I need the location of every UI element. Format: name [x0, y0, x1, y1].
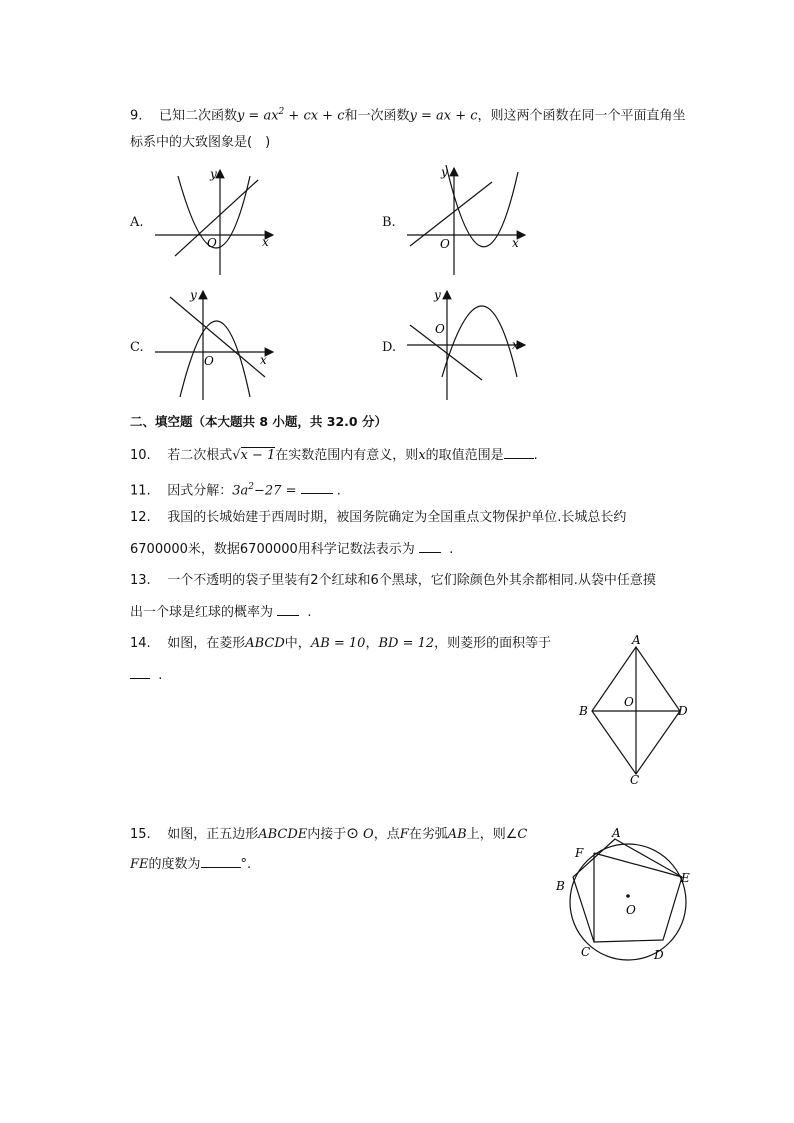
q15-fe: FE — [130, 857, 149, 872]
section-title-a: 二、填空题（本大题共 — [130, 414, 260, 429]
vertex-e-label: E — [681, 871, 690, 885]
q9-line-1 — [130, 103, 686, 125]
point-f-label: F — [575, 846, 584, 860]
q9-text-2: 和一次函数 — [344, 108, 410, 124]
q15-end: °. — [240, 857, 252, 872]
q10-text-b: 在实数范围内有意义，则 — [275, 448, 419, 463]
q9-linear: y = ax + c — [409, 108, 478, 124]
q14-text-a: 如图，在菱形 — [167, 636, 246, 651]
option-d-graph — [402, 285, 532, 405]
q15-line-1 — [130, 824, 527, 844]
q13-line-2 — [130, 603, 312, 622]
q12-line-2 — [130, 540, 453, 559]
pentagon — [573, 839, 682, 942]
q15-c: C — [517, 827, 528, 842]
vertex-c-label: C — [581, 945, 591, 959]
q15-text-d: ，点 — [373, 827, 400, 842]
q9-exponent: 2 — [278, 107, 285, 117]
q13-answer-blank[interactable] — [277, 603, 299, 616]
q10-end: . — [533, 448, 538, 463]
q12-line-1 — [130, 509, 626, 527]
vertex-c-label: C — [630, 773, 640, 787]
y-label: y — [441, 165, 448, 179]
vertex-d-label: D — [678, 704, 688, 718]
q14-comma: ， — [365, 636, 379, 651]
q11-expr-b: −27 = — [254, 483, 297, 499]
q9-text-3: ，则这两个函数在同一个平面直角坐 — [477, 108, 686, 124]
q15-pentagon-figure — [548, 822, 698, 967]
q15-answer-blank[interactable] — [201, 855, 241, 868]
circle-o — [570, 844, 686, 960]
q13-end: . — [307, 605, 312, 620]
option-a-label: A. — [130, 215, 144, 230]
parabola — [180, 321, 250, 397]
q14-ab: AB = 10 — [310, 636, 366, 651]
q10-var: x — [418, 448, 426, 463]
vertex-b-label: B — [556, 879, 565, 893]
section-title-count: 8 — [259, 414, 269, 429]
q9-line-2: 标系中的大致图象是( ) — [130, 135, 271, 150]
q13-text-1: 一个不透明的袋子里装有2个红球和6个黑球，它们除颜色外其余都相同.从袋中任意摸 — [167, 573, 656, 588]
q15-text-a: 如图，正五边形 — [167, 827, 259, 842]
q13-text-2: 出一个球是红球的概率为 — [130, 605, 274, 620]
q11-answer-blank[interactable] — [301, 481, 333, 494]
q13-number: 13. — [130, 573, 151, 588]
q15-text-b: 的度数为 — [148, 857, 201, 872]
q14-end: . — [158, 668, 163, 683]
q9-text: 已知二次函数 — [158, 108, 237, 124]
center-o-label: O — [626, 903, 636, 917]
y-label: y — [434, 288, 441, 302]
q15-number: 15. — [130, 827, 151, 842]
x-label: x — [512, 236, 519, 250]
q13-line-1 — [130, 572, 656, 590]
line — [410, 325, 482, 380]
vertex-b-label: B — [579, 704, 588, 718]
q11-text: 因式分解： — [167, 483, 233, 499]
q12-text-2: 6700000米，数据6700000用科学记数法表示为 — [130, 542, 415, 557]
q11-end: . — [336, 483, 341, 499]
q15-text-g: 上，则∠ — [466, 827, 518, 842]
q9-number: 9. — [130, 108, 143, 124]
origin-label: O — [435, 322, 445, 336]
center-point — [626, 894, 630, 898]
q11-number: 11. — [130, 483, 151, 499]
q15-o: O — [363, 827, 374, 842]
vertex-d-label: D — [654, 948, 664, 962]
q12-answer-blank[interactable] — [419, 540, 441, 553]
q11 — [130, 478, 341, 500]
section-title-b: 小题，共 — [268, 414, 327, 429]
option-d-label: D. — [382, 340, 397, 355]
q14-bd: BD = 12 — [378, 636, 435, 651]
q14-rhombus: ABCD — [245, 636, 285, 651]
q14-line-2 — [130, 666, 162, 685]
q10-radicand: x − 1 — [240, 448, 276, 463]
q15-f: F — [399, 827, 409, 842]
q15-arc-ab: AB — [447, 827, 467, 842]
q12-end: . — [449, 542, 454, 557]
x-label: x — [260, 353, 267, 367]
origin-label: O — [440, 237, 450, 251]
sqrt-symbol: √ — [232, 448, 241, 463]
q9-quadratic-rest: + cx + c — [284, 108, 345, 124]
q10 — [130, 446, 538, 465]
circle-symbol: ⊙ — [346, 824, 359, 842]
center-o-label: O — [624, 695, 634, 709]
segment-fe — [594, 853, 682, 877]
q12-number: 12. — [130, 510, 151, 525]
y-label: y — [210, 167, 217, 181]
q14-number: 14. — [130, 636, 151, 651]
option-b-label: B. — [382, 215, 396, 230]
q15-text-e: 在劣弧 — [408, 827, 448, 842]
q14-answer-blank[interactable] — [130, 666, 150, 679]
vertex-a-label: A — [632, 633, 641, 647]
q10-answer-blank[interactable] — [504, 446, 534, 459]
parabola — [442, 306, 517, 377]
q15-pentagon: ABCDE — [258, 827, 308, 842]
origin-label: O — [207, 236, 217, 250]
section-title — [130, 413, 387, 431]
q11-expr-a: 3a — [232, 483, 249, 499]
vertex-a-label: A — [612, 826, 621, 840]
q11-exponent: 2 — [248, 482, 254, 492]
line — [410, 182, 492, 246]
section-title-points: 32.0 — [326, 414, 358, 429]
x-label: x — [512, 338, 519, 352]
q12-text-1: 我国的长城始建于西周时期，被国务院确定为全国重点文物保护单位.长城总长约 — [167, 510, 627, 525]
x-label: x — [262, 235, 269, 249]
q14-rhombus-figure — [570, 632, 700, 787]
origin-label: O — [204, 354, 214, 368]
section-title-c: 分） — [357, 414, 387, 429]
q10-text-a: 若二次根式 — [167, 448, 233, 463]
q15-text-c: 内接于 — [307, 827, 347, 842]
y-label: y — [190, 288, 197, 302]
q9-quadratic: y = ax — [236, 108, 279, 124]
line — [170, 297, 265, 377]
q14-text-c: 中， — [284, 636, 311, 651]
q10-text-c: 的取值范围是 — [425, 448, 504, 463]
option-b-graph — [402, 160, 532, 280]
option-a-graph — [150, 160, 280, 280]
option-c-label: C. — [130, 340, 144, 355]
option-c-graph — [150, 285, 280, 405]
q14-line-1 — [130, 635, 551, 653]
q15-line-2 — [130, 855, 251, 874]
q10-number: 10. — [130, 448, 151, 463]
q14-text-g: ，则菱形的面积等于 — [434, 636, 552, 651]
